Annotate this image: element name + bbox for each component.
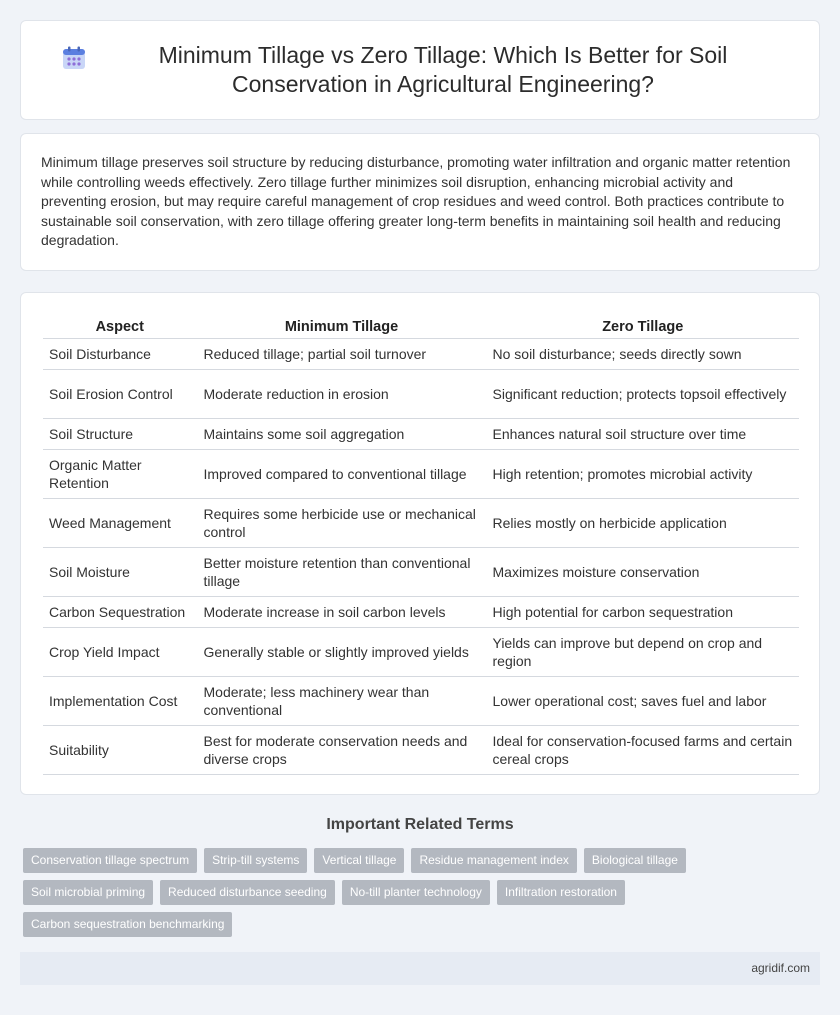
table-row xyxy=(43,338,799,369)
calendar-icon xyxy=(61,45,87,71)
related-term-tag[interactable]: Strip-till systems xyxy=(204,848,307,873)
table-row xyxy=(43,676,799,725)
related-term-tag[interactable]: Reduced disturbance seeding xyxy=(160,880,335,905)
table-row xyxy=(43,369,799,418)
minimum-tillage-cell: Better moisture retention than conventional tillage xyxy=(197,547,486,596)
minimum-tillage-cell: Best for moderate conservation needs and diverse crops xyxy=(197,725,486,774)
aspect-cell: Organic Matter Retention xyxy=(43,449,197,498)
aspect-cell: Soil Erosion Control xyxy=(43,369,197,418)
minimum-tillage-cell: Reduced tillage; partial soil turnover xyxy=(197,338,486,369)
aspect-cell: Soil Disturbance xyxy=(43,338,197,369)
related-terms-heading: Important Related Terms xyxy=(326,816,514,833)
table-row xyxy=(43,547,799,596)
footer-site-link[interactable]: agridif.com xyxy=(751,961,810,975)
related-term-tag[interactable]: Carbon sequestration benchmarking xyxy=(23,912,232,937)
aspect-cell: Implementation Cost xyxy=(43,676,197,725)
related-term-tag[interactable]: Vertical tillage xyxy=(314,848,404,873)
related-term-tag[interactable]: No-till planter technology xyxy=(342,880,490,905)
related-term-tag[interactable]: Soil microbial priming xyxy=(23,880,153,905)
minimum-tillage-cell: Generally stable or slightly improved yields xyxy=(197,627,486,676)
zero-tillage-cell: High potential for carbon sequestration xyxy=(486,596,799,627)
table-row xyxy=(43,498,799,547)
zero-tillage-cell: Ideal for conservation-focused farms and certain cereal crops xyxy=(486,725,799,774)
zero-tillage-cell: Maximizes moisture conservation xyxy=(486,547,799,596)
page-title: Minimum Tillage vs Zero Tillage: Which Is Better for Soil Conservation in Agricultural Engineering? xyxy=(158,42,728,97)
table-row xyxy=(43,596,799,627)
footer xyxy=(20,952,820,985)
aspect-cell: Weed Management xyxy=(43,498,197,547)
zero-tillage-cell: No soil disturbance; seeds directly sown xyxy=(486,338,799,369)
related-term-tag[interactable]: Infiltration restoration xyxy=(497,880,625,905)
comparison-table-card xyxy=(20,292,820,795)
intro-card xyxy=(20,133,820,271)
aspect-cell: Soil Structure xyxy=(43,418,197,449)
aspect-cell: Suitability xyxy=(43,725,197,774)
zero-tillage-cell: Relies mostly on herbicide application xyxy=(486,498,799,547)
related-term-tag[interactable]: Conservation tillage spectrum xyxy=(23,848,197,873)
header-aspect: Aspect xyxy=(43,311,197,338)
table-row xyxy=(43,418,799,449)
table-row xyxy=(43,725,799,774)
minimum-tillage-cell: Moderate reduction in erosion xyxy=(197,369,486,418)
zero-tillage-cell: Enhances natural soil structure over time xyxy=(486,418,799,449)
minimum-tillage-cell: Moderate increase in soil carbon levels xyxy=(197,596,486,627)
aspect-cell: Carbon Sequestration xyxy=(43,596,197,627)
zero-tillage-cell: Lower operational cost; saves fuel and labor xyxy=(486,676,799,725)
header-minimum-tillage: Minimum Tillage xyxy=(197,311,486,338)
header-zero-tillage: Zero Tillage xyxy=(486,311,799,338)
zero-tillage-cell: Significant reduction; protects topsoil effectively xyxy=(486,369,799,418)
table-row xyxy=(43,449,799,498)
minimum-tillage-cell: Requires some herbicide use or mechanical control xyxy=(197,498,486,547)
comparison-table xyxy=(43,311,799,775)
intro-paragraph: Minimum tillage preserves soil structure by reducing disturbance, promoting water infiltration and organic matter retention while controlling weeds effectively. Zero tillage further minimizes soil disruption, enhancing microbial activity and preventing erosion, but may require careful management of crop residues and weed control. Both practices contribute to sustainable soil conservation, with zero tillage offering greater long-term benefits in maintaining soil health and reducing degradation. xyxy=(41,154,791,248)
minimum-tillage-cell: Maintains some soil aggregation xyxy=(197,418,486,449)
related-term-tag[interactable]: Biological tillage xyxy=(584,848,686,873)
related-terms-list xyxy=(23,848,813,944)
minimum-tillage-cell: Moderate; less machinery wear than conventional xyxy=(197,676,486,725)
zero-tillage-cell: High retention; promotes microbial activity xyxy=(486,449,799,498)
aspect-cell: Soil Moisture xyxy=(43,547,197,596)
minimum-tillage-cell: Improved compared to conventional tillage xyxy=(197,449,486,498)
table-header-row xyxy=(43,311,799,338)
table-row xyxy=(43,627,799,676)
zero-tillage-cell: Yields can improve but depend on crop and region xyxy=(486,627,799,676)
title-card xyxy=(20,20,820,120)
aspect-cell: Crop Yield Impact xyxy=(43,627,197,676)
related-term-tag[interactable]: Residue management index xyxy=(411,848,576,873)
